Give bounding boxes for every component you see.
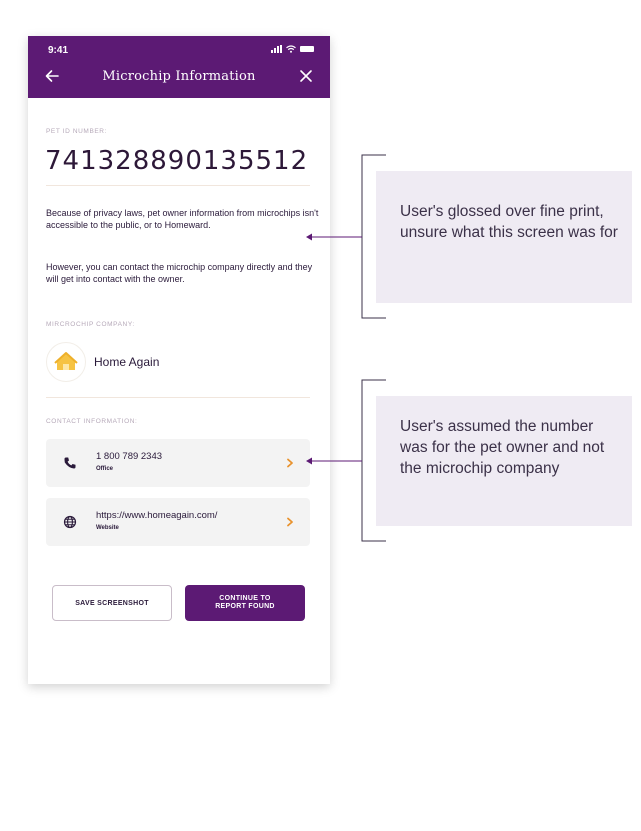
- contact-notice: However, you can contact the microchip company directly and they will get into contact with the owner.: [46, 262, 313, 284]
- company-name: Home Again: [94, 355, 160, 369]
- phone-number: 1 800 789 2343: [96, 451, 163, 462]
- annotation-text: User's assumed the number was for the pet owner and not the microchip company: [400, 418, 605, 477]
- annotation-note: [376, 171, 632, 303]
- annotation-text: User's glossed over fine print, unsure what this screen was for: [400, 203, 618, 241]
- page-title: Microchip Information: [102, 69, 256, 84]
- contact-label: CONTACT INFORMATION:: [46, 418, 138, 425]
- continue-report-found-button[interactable]: CONTINUE TO REPORT FOUND: [185, 585, 305, 621]
- pet-id-label: PET ID NUMBER:: [46, 128, 108, 135]
- annotation-note: [376, 396, 632, 526]
- website-url: https://www.homeagain.com/: [96, 510, 218, 521]
- company-label: MIRCROCHIP COMPANY:: [46, 321, 135, 328]
- save-screenshot-button[interactable]: SAVE SCREENSHOT: [52, 585, 172, 621]
- privacy-notice: Because of privacy laws, pet owner information from microchips isn't accessible to the public, or to Homeward.: [46, 208, 319, 230]
- phone-type: Office: [96, 466, 114, 472]
- pet-id-number: 741328890135512: [45, 146, 309, 176]
- status-time: 9:41: [48, 45, 69, 56]
- website-type: Website: [96, 525, 119, 531]
